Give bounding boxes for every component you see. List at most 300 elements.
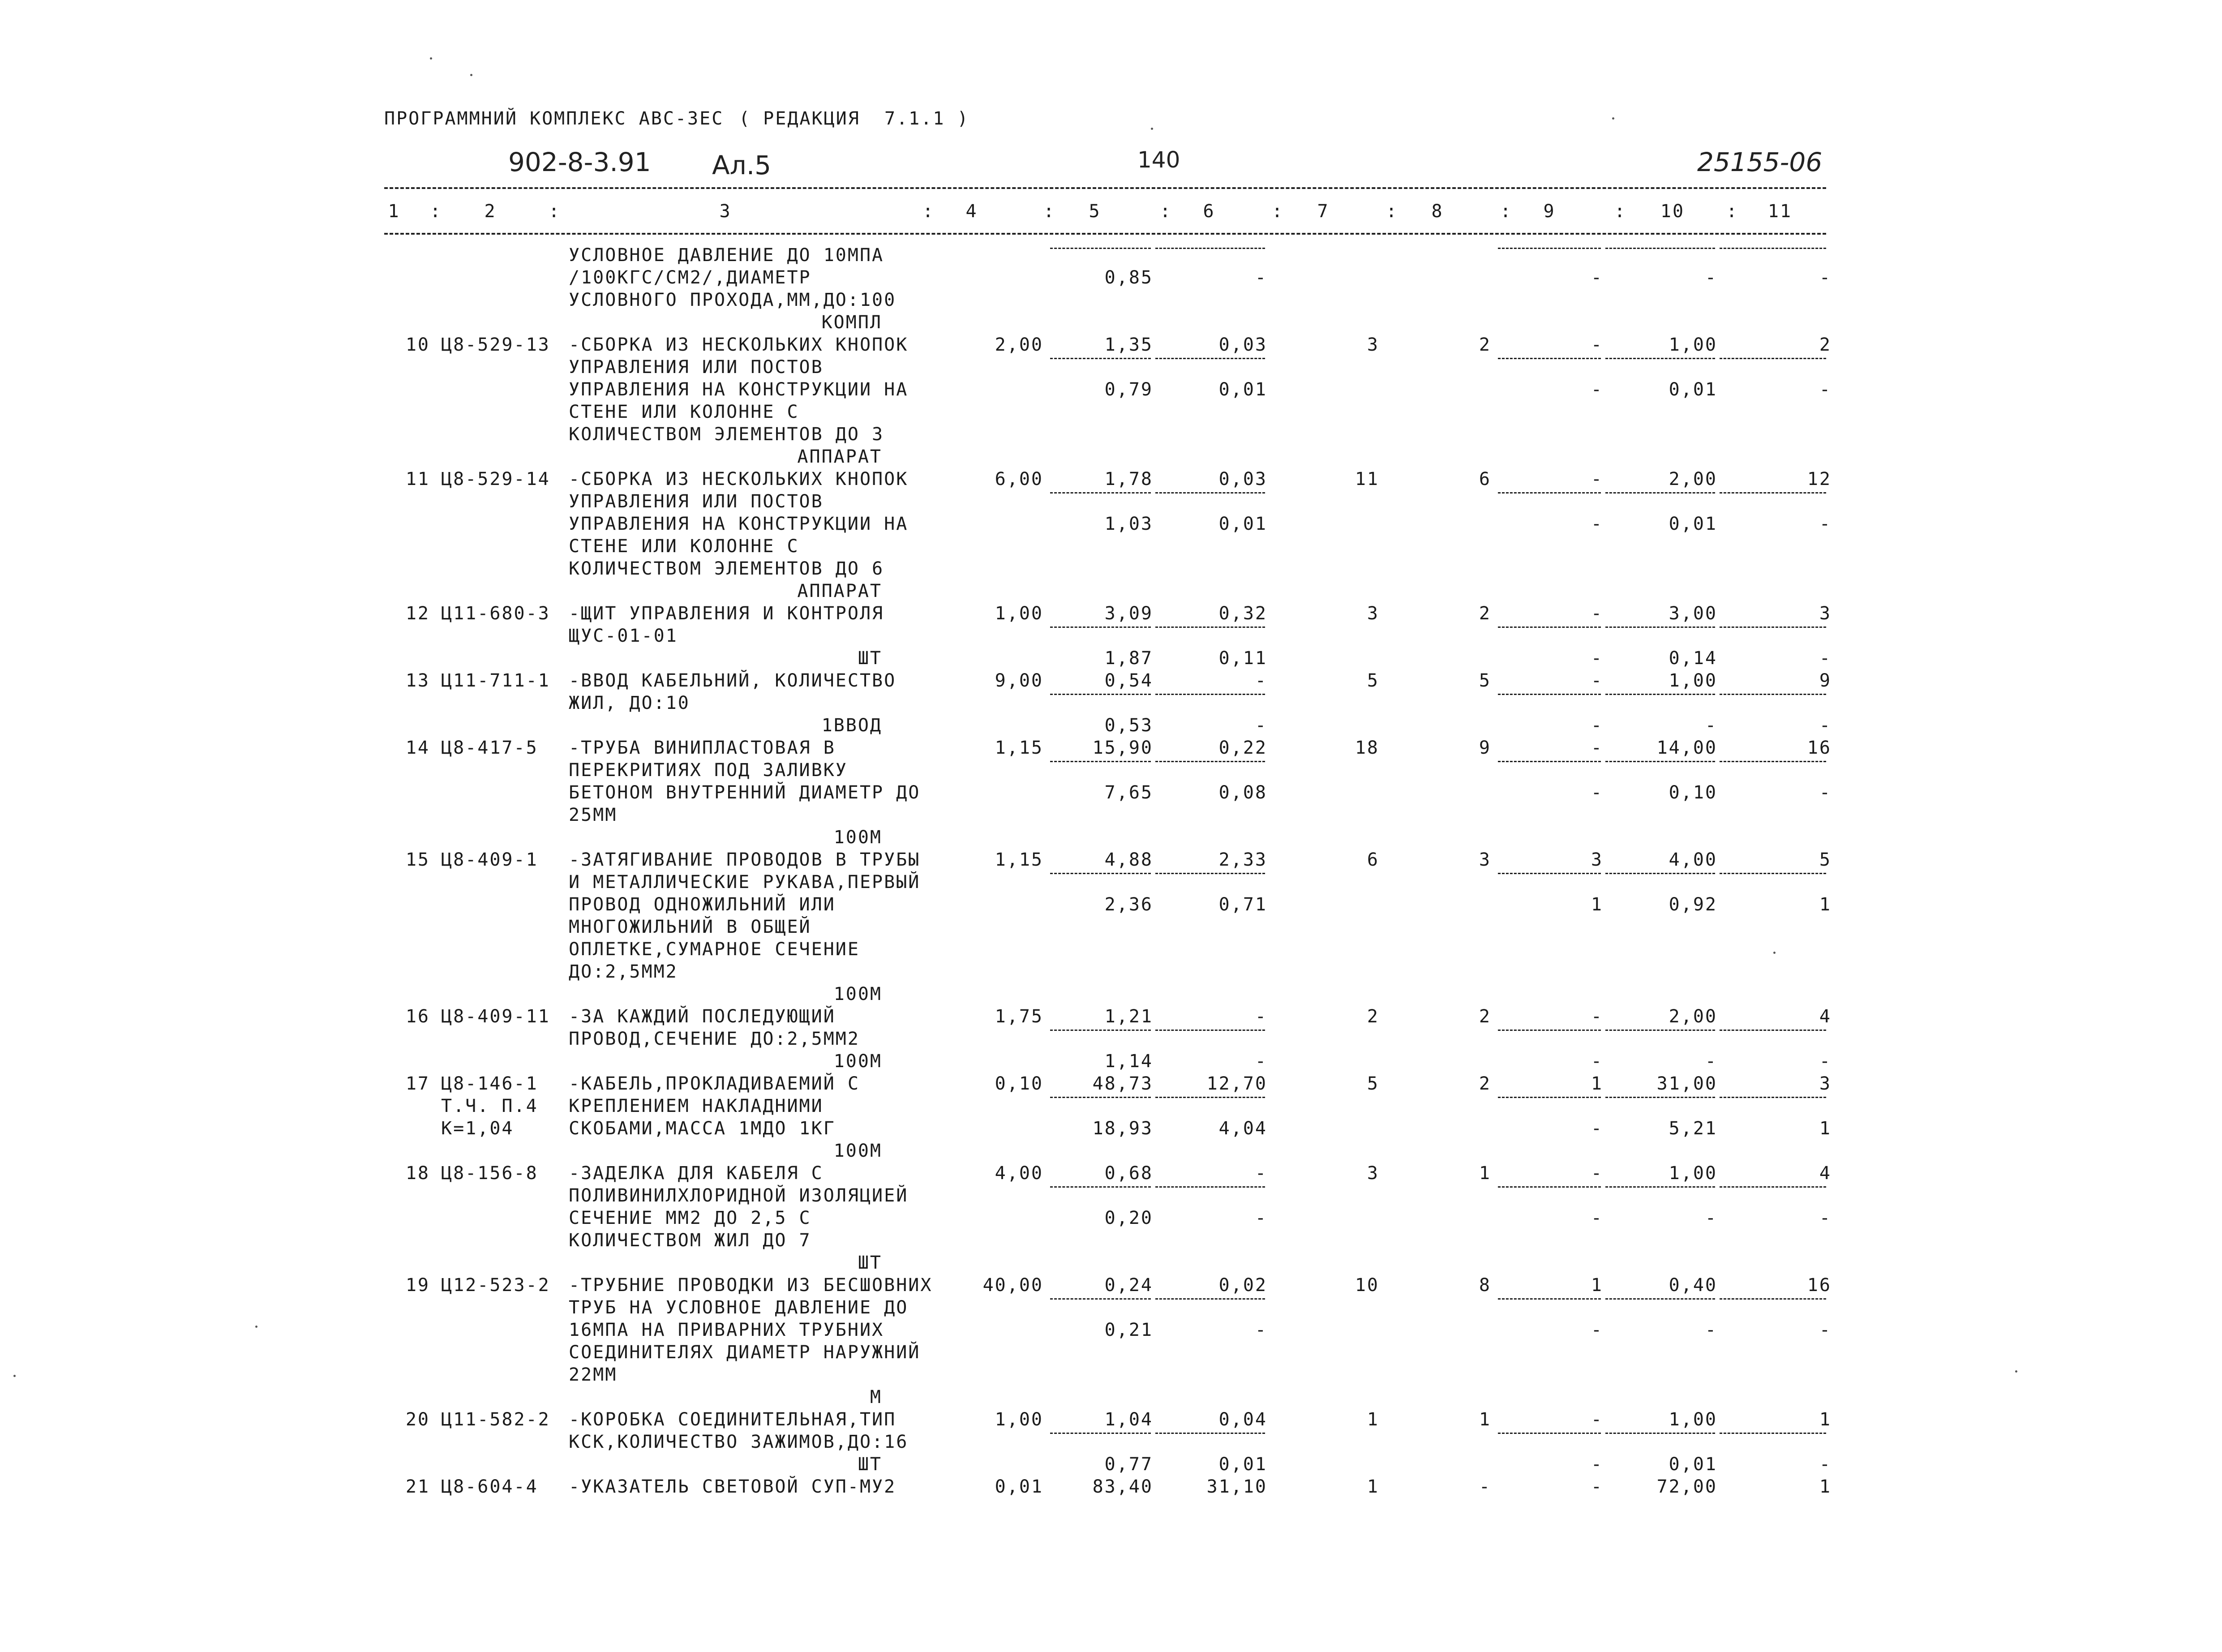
value-c9b: - [1591, 1320, 1603, 1340]
cell-divider [1155, 761, 1265, 762]
row-number: 18 [405, 1163, 430, 1184]
unit-of-measure: ШТ [858, 1253, 882, 1273]
value-c9b: - [1591, 1118, 1603, 1139]
value-c9b: - [1591, 1454, 1603, 1475]
value-c5b: 2,36 [1104, 894, 1153, 915]
value-c5b: 0,53 [1104, 715, 1153, 736]
value-c6b: - [1255, 1051, 1267, 1072]
value-c6b: 0,01 [1218, 1454, 1267, 1475]
value-c5: 3,09 [1104, 603, 1153, 624]
work-description: ПОЛИВИНИЛХЛОРИДНОЙ ИЗОЛЯЦИЕЙ [569, 1185, 909, 1206]
cell-divider [1155, 1186, 1265, 1188]
value-c9: - [1591, 1476, 1603, 1497]
value-c11b: - [1819, 1051, 1832, 1072]
value-c7: 10 [1355, 1275, 1379, 1296]
value-c9b: 1 [1591, 894, 1603, 915]
cell-divider [1720, 761, 1826, 762]
resource-code: Ц8-409-1 [441, 850, 538, 870]
work-description: 22ММ [569, 1365, 618, 1385]
row-number: 11 [405, 469, 430, 489]
work-description: -ЗАТЯГИВАНИЕ ПРОВОДОВ В ТРУБЫ [569, 850, 921, 870]
value-c7: 18 [1355, 738, 1379, 758]
cell-divider [1605, 1433, 1715, 1434]
value-c9b: - [1591, 267, 1603, 288]
value-c5: 0,68 [1104, 1163, 1153, 1184]
row-number: 16 [405, 1006, 430, 1027]
value-c9: - [1591, 738, 1603, 758]
value-c10: 4,00 [1669, 850, 1717, 870]
cell-divider [1155, 1030, 1265, 1031]
value-c7: 5 [1367, 1073, 1379, 1094]
value-c6b: 0,01 [1218, 514, 1267, 534]
work-description: -ТРУБНИЕ ПРОВОДКИ ИЗ БЕСШОВНИХ [569, 1275, 933, 1296]
value-c4: 40,00 [982, 1275, 1043, 1296]
work-description: -УКАЗАТЕЛЬ СВЕТОВОЙ СУП-МУ2 [569, 1476, 897, 1497]
cell-divider [1050, 492, 1151, 493]
header-rule-bottom [384, 233, 1826, 235]
value-c8: 2 [1479, 603, 1491, 624]
cell-divider [1498, 1433, 1601, 1434]
value-c5: 0,24 [1104, 1275, 1153, 1296]
cell-divider [1155, 1433, 1265, 1434]
unit-of-measure: 100М [833, 1051, 882, 1072]
column-separator: : [549, 201, 561, 222]
value-c7: 3 [1367, 603, 1379, 624]
value-c6b: 0,71 [1218, 894, 1267, 915]
value-c10b: - [1705, 1208, 1717, 1228]
unit-of-measure: АППАРАТ [797, 581, 882, 601]
cell-divider [1050, 1186, 1151, 1188]
value-c11: 1 [1819, 1409, 1832, 1430]
column-header-9: 9 [1543, 201, 1556, 222]
cell-divider [1605, 1097, 1715, 1098]
value-c10b: 5,21 [1669, 1118, 1717, 1139]
cell-divider [1050, 626, 1151, 628]
work-description: УПРАВЛЕНИЯ ИЛИ ПОСТОВ [569, 357, 824, 378]
work-description: -ВВОД КАБЕЛЬНИЙ, КОЛИЧЕСТВО [569, 670, 897, 691]
cell-divider [1605, 626, 1715, 628]
work-description: -КАБЕЛЬ,ПРОКЛАДИВАЕМИЙ С [569, 1073, 860, 1094]
work-description: УСЛОВНОЕ ДАВЛЕНИЕ ДО 10МПА [569, 245, 884, 266]
column-separator: : [1614, 201, 1627, 222]
value-c10b: 0,01 [1669, 379, 1717, 400]
row-number: 14 [405, 738, 430, 758]
cell-divider [1605, 492, 1715, 493]
work-description: ТРУБ НА УСЛОВНОЕ ДАВЛЕНИЕ ДО [569, 1297, 909, 1318]
resource-code: Ц8-604-4 [441, 1476, 538, 1497]
value-c9: - [1591, 1409, 1603, 1430]
value-c11: 2 [1819, 335, 1832, 355]
value-c4: 2,00 [995, 335, 1043, 355]
value-c6: 12,70 [1206, 1073, 1267, 1094]
row-number: 13 [405, 670, 430, 691]
value-c9: 1 [1591, 1275, 1603, 1296]
value-c10b: 0,10 [1669, 782, 1717, 803]
cell-divider [1605, 1298, 1715, 1300]
value-c4: 4,00 [995, 1163, 1043, 1184]
resource-code: Ц8-529-14 [441, 469, 550, 489]
value-c6: 2,33 [1218, 850, 1267, 870]
value-c6b: - [1255, 1320, 1267, 1340]
cell-divider [1720, 248, 1826, 249]
value-c6: 0,32 [1218, 603, 1267, 624]
work-description: ПЕРЕКРИТИЯХ ПОД ЗАЛИВКУ [569, 760, 848, 781]
column-header-7: 7 [1317, 201, 1330, 222]
unit-of-measure: КОМПЛ [821, 312, 882, 333]
value-c8: 5 [1479, 670, 1491, 691]
work-description: СТЕНЕ ИЛИ КОЛОННЕ С [569, 402, 799, 422]
cell-divider [1050, 358, 1151, 359]
column-header-1: 1 [388, 201, 400, 222]
cell-divider [1720, 358, 1826, 359]
value-c5: 1,78 [1104, 469, 1153, 489]
cell-divider [1605, 1030, 1715, 1031]
value-c5: 1,35 [1104, 335, 1153, 355]
cell-divider [1050, 761, 1151, 762]
cell-divider [1050, 1433, 1151, 1434]
value-c11: 3 [1819, 603, 1832, 624]
value-c8: - [1479, 1476, 1491, 1497]
work-description: ЩУС-01-01 [569, 626, 678, 646]
value-c9: - [1591, 335, 1603, 355]
value-c6b: - [1255, 715, 1267, 736]
resource-code: Ц8-409-11 [441, 1006, 550, 1027]
value-c7: 2 [1367, 1006, 1379, 1027]
value-c8: 2 [1479, 1073, 1491, 1094]
value-c10: 2,00 [1669, 1006, 1717, 1027]
cell-divider [1498, 626, 1601, 628]
cell-divider [1720, 1186, 1826, 1188]
value-c6: 0,03 [1218, 469, 1267, 489]
value-c10b: - [1705, 1051, 1717, 1072]
value-c8: 9 [1479, 738, 1491, 758]
value-c9b: - [1591, 782, 1603, 803]
cell-divider [1498, 873, 1601, 874]
value-c6b: - [1255, 1208, 1267, 1228]
work-description: УПРАВЛЕНИЯ ИЛИ ПОСТОВ [569, 491, 824, 512]
value-c11: 5 [1819, 850, 1832, 870]
sheet-code: 25155-06 [1697, 147, 1823, 177]
row-number: 10 [405, 335, 430, 355]
value-c9: - [1591, 1163, 1603, 1184]
unit-of-measure: 100М [833, 827, 882, 848]
work-description: СТЕНЕ ИЛИ КОЛОННЕ С [569, 536, 799, 557]
row-number: 12 [405, 603, 430, 624]
album-label: Ал.5 [712, 150, 772, 180]
resource-code: Ц8-417-5 [441, 738, 538, 758]
scan-speck [1773, 952, 1776, 954]
value-c4: 1,15 [995, 738, 1043, 758]
unit-of-measure: М [870, 1387, 882, 1407]
work-description: КОЛИЧЕСТВОМ ЖИЛ ДО 7 [569, 1230, 811, 1251]
value-c10: 1,00 [1669, 1409, 1717, 1430]
scan-speck [255, 1326, 257, 1328]
value-c6: 0,02 [1218, 1275, 1267, 1296]
scan-speck [1612, 117, 1614, 120]
work-description: СЕЧЕНИЕ ММ2 ДО 2,5 С [569, 1208, 811, 1228]
work-description: -ЗА КАЖДИЙ ПОСЛЕДУЮЩИЙ [569, 1006, 836, 1027]
work-description: -ЗАДЕЛКА ДЛЯ КАБЕЛЯ С [569, 1163, 824, 1184]
value-c4: 0,10 [995, 1073, 1043, 1094]
resource-code: Ц8-529-13 [441, 335, 550, 355]
cell-divider [1605, 873, 1715, 874]
value-c5b: 0,21 [1104, 1320, 1153, 1340]
work-description: УПРАВЛЕНИЯ НА КОНСТРУКЦИИ НА [569, 514, 909, 534]
value-c11b: - [1819, 715, 1832, 736]
value-c5: 4,88 [1104, 850, 1153, 870]
column-separator: : [1726, 201, 1739, 222]
cell-divider [1498, 1030, 1601, 1031]
cell-divider [1050, 1030, 1151, 1031]
value-c9: 3 [1591, 850, 1603, 870]
value-c10b: - [1705, 1320, 1717, 1340]
value-c7: 6 [1367, 850, 1379, 870]
value-c10b: - [1705, 715, 1717, 736]
value-c10: 1,00 [1669, 670, 1717, 691]
work-description: -СБОРКА ИЗ НЕСКОЛЬКИХ КНОПОК [569, 469, 909, 489]
value-c5: 1,04 [1104, 1409, 1153, 1430]
value-c9b: - [1591, 715, 1603, 736]
page-number: 140 [1137, 147, 1180, 173]
value-c11b: - [1819, 267, 1832, 288]
value-c11b: - [1819, 1454, 1832, 1475]
value-c5b: 0,20 [1104, 1208, 1153, 1228]
value-c7: 11 [1355, 469, 1379, 489]
work-description: ДО:2,5ММ2 [569, 961, 678, 982]
column-header-10: 10 [1660, 201, 1685, 222]
column-separator: : [1043, 201, 1056, 222]
value-c5: 1,21 [1104, 1006, 1153, 1027]
cell-divider [1498, 1186, 1601, 1188]
column-header-6: 6 [1203, 201, 1215, 222]
value-c10b: 0,01 [1669, 514, 1717, 534]
value-c9b: - [1591, 648, 1603, 669]
column-header-5: 5 [1089, 201, 1101, 222]
cell-divider [1498, 248, 1601, 249]
value-c5: 15,90 [1092, 738, 1153, 758]
column-separator: : [1160, 201, 1172, 222]
value-c6b: 0,11 [1218, 648, 1267, 669]
cell-divider [1498, 694, 1601, 695]
value-c9b: - [1591, 379, 1603, 400]
value-c11b: 1 [1819, 1118, 1832, 1139]
value-c7: 3 [1367, 335, 1379, 355]
work-description: СКОБАМИ,МАССА 1МДО 1КГ [569, 1118, 836, 1139]
value-c6b: 0,08 [1218, 782, 1267, 803]
unit-of-measure: 100М [833, 1141, 882, 1161]
program-title: ПРОГРАММНИЙ КОМПЛЕКС АВС-ЗЕС [384, 108, 724, 129]
work-description: КСК,КОЛИЧЕСТВО ЗАЖИМОВ,ДО:16 [569, 1432, 909, 1452]
value-c7: 1 [1367, 1409, 1379, 1430]
scan-speck [470, 74, 472, 76]
value-c9: 1 [1591, 1073, 1603, 1094]
cell-divider [1050, 694, 1151, 695]
value-c11b: - [1819, 648, 1832, 669]
resource-code: Ц8-156-8 [441, 1163, 538, 1184]
resource-code: Ц11-582-2 [441, 1409, 550, 1430]
value-c6b: 4,04 [1218, 1118, 1267, 1139]
value-c6: - [1255, 1006, 1267, 1027]
value-c10: 2,00 [1669, 469, 1717, 489]
value-c4: 1,75 [995, 1006, 1043, 1027]
value-c11: 12 [1807, 469, 1832, 489]
cell-divider [1605, 358, 1715, 359]
cell-divider [1155, 873, 1265, 874]
scan-speck [1151, 128, 1153, 130]
cell-divider [1155, 492, 1265, 493]
row-number: 21 [405, 1476, 430, 1497]
value-c10: 1,00 [1669, 1163, 1717, 1184]
work-description: МНОГОЖИЛЬНИЙ В ОБЩЕЙ [569, 917, 811, 937]
row-number: 17 [405, 1073, 430, 1094]
value-c6: 0,03 [1218, 335, 1267, 355]
value-c11b: - [1819, 379, 1832, 400]
work-description: -СБОРКА ИЗ НЕСКОЛЬКИХ КНОПОК [569, 335, 909, 355]
work-description: /100КГС/СМ2/,ДИАМЕТР [569, 267, 811, 288]
value-c11: 1 [1819, 1476, 1832, 1497]
work-description: УСЛОВНОГО ПРОХОДА,ММ,ДО:100 [569, 290, 897, 310]
work-description: ОПЛЕТКЕ,СУМАРНОЕ СЕЧЕНИЕ [569, 939, 860, 960]
column-header-4: 4 [965, 201, 978, 222]
value-c8: 1 [1479, 1409, 1491, 1430]
cell-divider [1155, 1298, 1265, 1300]
unit-of-measure: АППАРАТ [797, 446, 882, 467]
value-c5b: 0,77 [1104, 1454, 1153, 1475]
cell-divider [1155, 694, 1265, 695]
cell-divider [1155, 358, 1265, 359]
work-description: ПРОВОД,СЕЧЕНИЕ ДО:2,5ММ2 [569, 1029, 860, 1049]
work-description: -ЩИТ УПРАВЛЕНИЯ И КОНТРОЛЯ [569, 603, 884, 624]
cell-divider [1155, 1097, 1265, 1098]
value-c10: 14,00 [1656, 738, 1717, 758]
value-c9: - [1591, 469, 1603, 489]
value-c9b: - [1591, 1051, 1603, 1072]
value-c11: 16 [1807, 738, 1832, 758]
value-c5b: 0,79 [1104, 379, 1153, 400]
cell-divider [1720, 873, 1826, 874]
work-description: 25ММ [569, 805, 618, 825]
work-description: КРЕПЛЕНИЕМ НАКЛАДНИМИ [569, 1096, 824, 1116]
work-description: -КОРОБКА СОЕДИНИТЕЛЬНАЯ,ТИП [569, 1409, 897, 1430]
value-c4: 1,15 [995, 850, 1043, 870]
resource-code: Ц11-711-1 [441, 670, 550, 691]
work-description: БЕТОНОМ ВНУТРЕННИЙ ДИАМЕТР ДО [569, 782, 921, 803]
value-c7: 3 [1367, 1163, 1379, 1184]
cell-divider [1498, 358, 1601, 359]
value-c5: 83,40 [1092, 1476, 1153, 1497]
value-c11b: - [1819, 514, 1832, 534]
value-c7: 5 [1367, 670, 1379, 691]
value-c6: - [1255, 670, 1267, 691]
resource-code: Ц11-680-3 [441, 603, 550, 624]
value-c8: 2 [1479, 1006, 1491, 1027]
value-c8: 8 [1479, 1275, 1491, 1296]
edition-label: ( РЕДАКЦИЯ 7.1.1 ) [739, 108, 969, 129]
value-c10: 31,00 [1656, 1073, 1717, 1094]
value-c6b: 0,01 [1218, 379, 1267, 400]
value-c6: 0,04 [1218, 1409, 1267, 1430]
value-c9: - [1591, 670, 1603, 691]
work-description: УПРАВЛЕНИЯ НА КОНСТРУКЦИИ НА [569, 379, 909, 400]
cell-divider [1050, 248, 1151, 249]
value-c10: 3,00 [1669, 603, 1717, 624]
work-description: 16МПА НА ПРИВАРНИХ ТРУБНИХ [569, 1320, 884, 1340]
column-separator: : [922, 201, 935, 222]
column-separator: : [1500, 201, 1513, 222]
unit-of-measure: ШТ [858, 1454, 882, 1475]
value-c11b: - [1819, 1208, 1832, 1228]
value-c9b: - [1591, 1208, 1603, 1228]
cell-divider [1605, 694, 1715, 695]
cell-divider [1155, 626, 1265, 628]
cell-divider [1498, 761, 1601, 762]
value-c8: 2 [1479, 335, 1491, 355]
value-c6: 0,22 [1218, 738, 1267, 758]
value-c6b: - [1255, 267, 1267, 288]
column-separator: : [430, 201, 442, 222]
cell-divider [1720, 1097, 1826, 1098]
work-description: КОЛИЧЕСТВОМ ЭЛЕМЕНТОВ ДО 6 [569, 558, 884, 579]
value-c4: 1,00 [995, 603, 1043, 624]
value-c7: 1 [1367, 1476, 1379, 1497]
row-number: 20 [405, 1409, 430, 1430]
resource-code: Т.Ч. П.4 [441, 1096, 538, 1116]
value-c6: 31,10 [1206, 1476, 1267, 1497]
value-c9b: - [1591, 514, 1603, 534]
value-c11: 4 [1819, 1006, 1832, 1027]
value-c8: 1 [1479, 1163, 1491, 1184]
value-c8: 3 [1479, 850, 1491, 870]
column-header-2: 2 [484, 201, 497, 222]
value-c8: 6 [1479, 469, 1491, 489]
work-description: И МЕТАЛЛИЧЕСКИЕ РУКАВА,ПЕРВЫЙ [569, 872, 921, 893]
value-c10: 0,40 [1669, 1275, 1717, 1296]
value-c10b: 0,92 [1669, 894, 1717, 915]
value-c4: 1,00 [995, 1409, 1043, 1430]
work-description: -ТРУБА ВИНИПЛАСТОВАЯ В [569, 738, 836, 758]
value-c10: 1,00 [1669, 335, 1717, 355]
value-c11: 4 [1819, 1163, 1832, 1184]
work-description: ПРОВОД ОДНОЖИЛЬНИЙ ИЛИ [569, 894, 836, 915]
value-c5b: 1,03 [1104, 514, 1153, 534]
value-c11b: - [1819, 782, 1832, 803]
cell-divider [1720, 1030, 1826, 1031]
value-c11: 16 [1807, 1275, 1832, 1296]
value-c5: 0,54 [1104, 670, 1153, 691]
cell-divider [1720, 492, 1826, 493]
value-c10b: 0,01 [1669, 1454, 1717, 1475]
value-c10b: 0,14 [1669, 648, 1717, 669]
value-c6: - [1255, 1163, 1267, 1184]
value-c4: 6,00 [995, 469, 1043, 489]
scan-speck [13, 1375, 16, 1377]
row-number: 19 [405, 1275, 430, 1296]
cell-divider [1605, 761, 1715, 762]
value-c11b: - [1819, 1320, 1832, 1340]
scan-speck [2015, 1370, 2017, 1373]
scan-speck [430, 57, 432, 60]
column-separator: : [1386, 201, 1398, 222]
value-c4: 9,00 [995, 670, 1043, 691]
value-c4: 0,01 [995, 1476, 1043, 1497]
cell-divider [1050, 1097, 1151, 1098]
work-description: СОЕДИНИТЕЛЯХ ДИАМЕТР НАРУЖНИЙ [569, 1342, 921, 1363]
work-description: ЖИЛ, ДО:10 [569, 693, 690, 713]
value-c10: 72,00 [1656, 1476, 1717, 1497]
value-c5b: 7,65 [1104, 782, 1153, 803]
cell-divider [1155, 248, 1265, 249]
cell-divider [1498, 1097, 1601, 1098]
